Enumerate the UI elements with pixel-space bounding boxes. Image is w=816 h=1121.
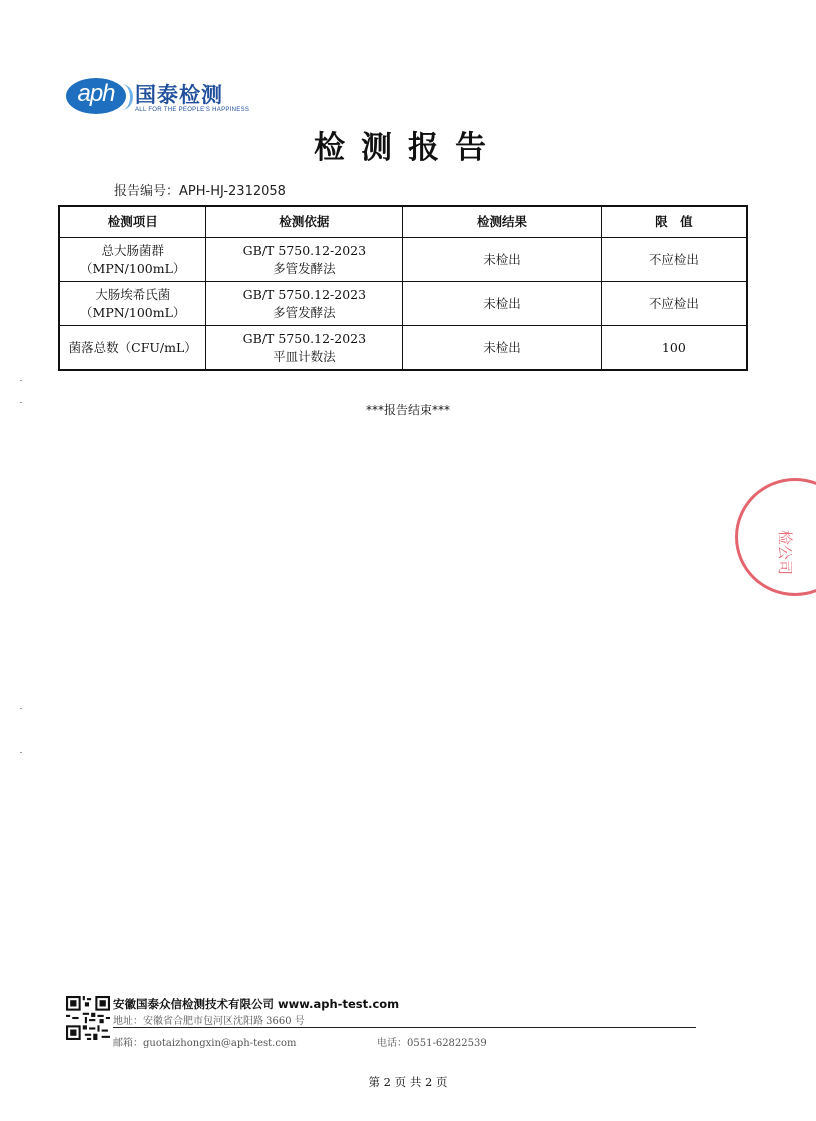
item-name: 菌落总数（CFU/mL）: [68, 339, 197, 355]
table-row: [59, 326, 747, 371]
basis-method: 平皿计数法: [273, 348, 336, 364]
document-title: 检测报告: [314, 130, 502, 166]
company-logo: [66, 76, 266, 120]
cell-basis: [206, 282, 403, 326]
seal-text: 检公司: [776, 530, 794, 576]
header-limit: 限 值: [601, 206, 747, 238]
footer-company: 安徽国泰众信检测技术有限公司 www.aph-test.com: [113, 997, 400, 1011]
cell-basis: [206, 326, 403, 371]
header-item: 检测项目: [59, 206, 206, 238]
footer-email: 邮箱：guotaizhongxin@aph-test.com: [113, 1038, 297, 1049]
cell-limit: 100: [601, 326, 747, 371]
basis-standard: GB/T 5750.12-2023: [242, 242, 367, 258]
cell-result: 未检出: [403, 326, 601, 371]
basis-method: 多管发酵法: [273, 304, 336, 320]
report-number: 报告编号：APH-HJ-2312058: [114, 184, 286, 199]
item-unit: （MPN/100mL）: [80, 260, 186, 276]
logo-company-name: 国泰检测: [135, 83, 223, 107]
qr-code-icon: [66, 996, 110, 1040]
scan-edge-mark: [20, 380, 22, 381]
report-end-mark: ***报告结束***: [365, 403, 450, 417]
item-unit: （MPN/100mL）: [80, 304, 186, 320]
results-table: [58, 205, 748, 371]
cell-result: 未检出: [403, 282, 601, 326]
cell-item: [59, 238, 206, 282]
cell-basis: [206, 238, 403, 282]
cell-item: [59, 326, 206, 371]
footer-divider: [113, 1027, 696, 1028]
page-number: 第 2 页 共 2 页: [368, 1075, 448, 1089]
logo-mark-text: aph: [77, 80, 115, 107]
scan-edge-mark: [20, 752, 22, 753]
table-row: [59, 238, 747, 282]
logo-slogan: ALL FOR THE PEOPLE'S HAPPINESS: [135, 107, 250, 113]
cell-item: [59, 282, 206, 326]
scan-edge-mark: [20, 708, 22, 709]
basis-standard: GB/T 5750.12-2023: [242, 330, 367, 346]
item-name: 总大肠菌群: [101, 242, 164, 258]
cell-limit: 不应检出: [601, 282, 747, 326]
header-basis: 检测依据: [206, 206, 403, 238]
footer-address: 地址：安徽省合肥市包河区沈阳路 3660 号: [113, 1016, 305, 1027]
basis-standard: GB/T 5750.12-2023: [242, 286, 367, 302]
header-result: 检测结果: [403, 206, 601, 238]
cell-result: 未检出: [403, 238, 601, 282]
table-row: [59, 282, 747, 326]
basis-method: 多管发酵法: [273, 260, 336, 276]
footer-phone: 电话：0551-62822539: [377, 1038, 487, 1049]
item-name: 大肠埃希氏菌: [95, 286, 171, 302]
table-header-row: [59, 206, 747, 238]
cell-limit: 不应检出: [601, 238, 747, 282]
scan-edge-mark: [20, 402, 22, 403]
